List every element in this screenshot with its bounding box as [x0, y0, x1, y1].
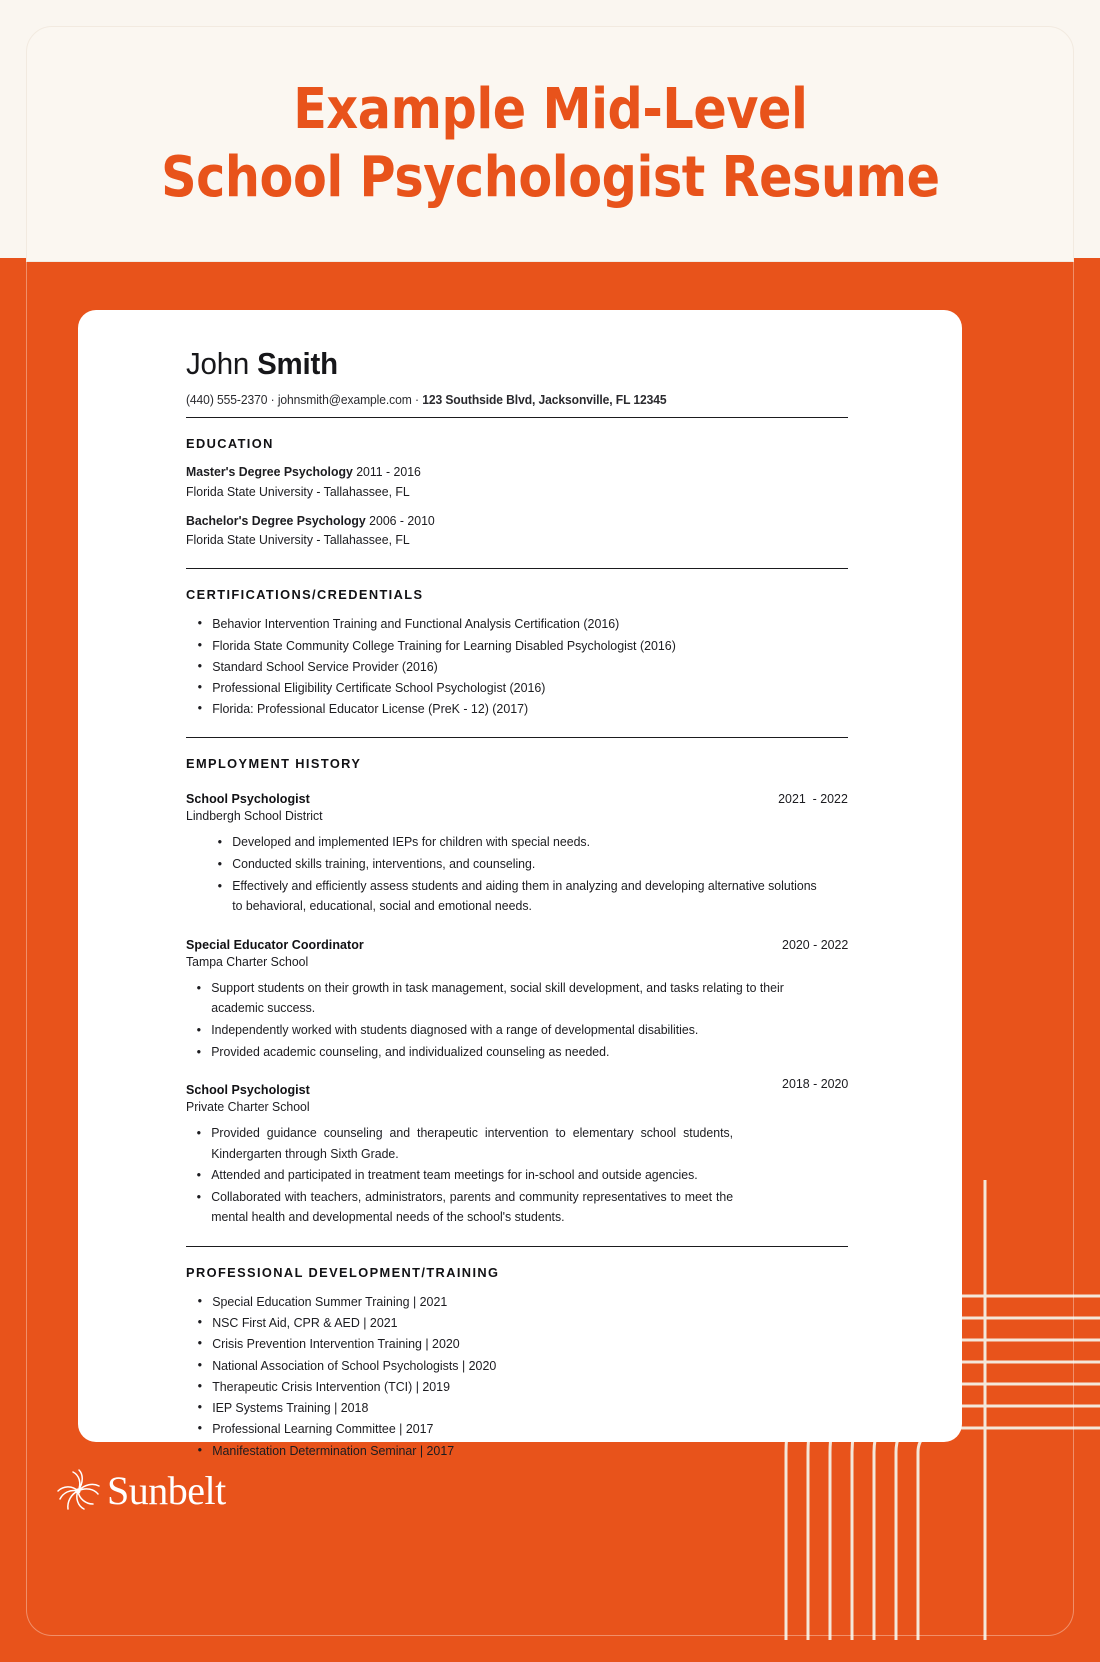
divider-after-employment	[186, 1246, 848, 1247]
contact-address: 123 Southside Blvd, Jacksonville, FL 12345	[422, 393, 667, 407]
job-bullet-list	[207, 832, 848, 916]
certifications-list	[186, 613, 926, 719]
section-heading-certifications: CERTIFICATIONS/CREDENTIALS	[186, 587, 424, 603]
job-header	[186, 1076, 848, 1098]
page-title-line-2: School Psychologist Resume	[160, 145, 940, 210]
job-header	[186, 791, 848, 806]
list-item: • Florida: Professional Educator License (PreK - 12) (2017)	[186, 698, 904, 719]
list-item: • Provided academic counseling, and individualized counseling as needed.	[186, 1042, 828, 1063]
list-item: • Provided guidance counseling and therapeutic intervention to elementary school students, Kindergarten through Sixth Grade.	[186, 1123, 828, 1164]
resume-sheet	[78, 310, 962, 1458]
job-header	[186, 937, 848, 952]
section-heading-education: EDUCATION	[186, 436, 274, 451]
list-item: • Effectively and efficiently assess students and aiding them in analyzing and developing alternative solutions to behavioral, educational, social and emotional needs.	[207, 876, 829, 917]
education-degree: Master's Degree Psychology	[186, 464, 353, 479]
list-item: • Behavior Intervention Training and Functional Analysis Certification (2016)	[186, 613, 904, 634]
contact-separator-1: ·	[267, 393, 278, 407]
professional-development-list	[186, 1291, 926, 1461]
job-title: School Psychologist	[186, 791, 310, 807]
list-item: • NSC First Aid, CPR & AED | 2021	[186, 1312, 904, 1333]
education-school: Florida State University - Tallahassee, FL	[186, 532, 410, 548]
education-years: 2011 - 2016	[352, 464, 421, 479]
divider-after-certifications	[186, 737, 848, 738]
job-entry	[186, 791, 926, 916]
list-item: • IEP Systems Training | 2018	[186, 1397, 904, 1418]
list-item: • Professional Eligibility Certificate School Psychologist (2016)	[186, 677, 904, 698]
job-date: 2021 - 2022	[778, 791, 848, 807]
job-organization: Private Charter School	[186, 1099, 310, 1115]
job-date: 2018 - 2020	[781, 1076, 848, 1092]
list-item: • Manifestation Determination Seminar | 2017	[186, 1440, 904, 1461]
contact-email: johnsmith@example.com	[277, 393, 412, 407]
section-heading-professional-development: PROFESSIONAL DEVELOPMENT/TRAINING	[186, 1265, 500, 1280]
section-heading-employment: EMPLOYMENT HISTORY	[186, 756, 362, 772]
job-organization: Tampa Charter School	[186, 953, 309, 969]
education-years: 2006 - 2010	[365, 512, 435, 528]
job-entry	[186, 937, 926, 1062]
job-title: Special Educator Coordinator	[186, 936, 364, 952]
candidate-name	[186, 346, 889, 382]
page-title	[161, 76, 939, 213]
job-bullet-list	[186, 1123, 848, 1228]
contact-line	[186, 393, 896, 407]
list-item: • Crisis Prevention Intervention Training | 2020	[186, 1333, 904, 1354]
list-item: • Professional Learning Committee | 2017	[186, 1418, 904, 1439]
job-date: 2020 - 2022	[781, 936, 848, 952]
education-degree-line	[186, 462, 896, 482]
job-bullet-list	[186, 978, 848, 1062]
title-banner	[26, 26, 1074, 262]
list-item: • Collaborated with teachers, administrators, parents and community representatives to meet the mental health and developmental needs of the school's students.	[186, 1187, 828, 1228]
brand-name: Sunbelt	[107, 1468, 226, 1513]
education-degree-line	[186, 511, 896, 531]
list-item: • Independently worked with students diagnosed with a range of developmental disabilities.	[186, 1020, 828, 1041]
candidate-last-name: Smith	[257, 346, 338, 381]
list-item: • Support students on their growth in task management, social skill development, and tasks relating to their academic success.	[186, 978, 828, 1019]
list-item: • Attended and participated in treatment team meetings for in-school and outside agencies.	[186, 1165, 828, 1186]
divider-after-education	[186, 568, 848, 569]
job-organization: Lindbergh School District	[186, 808, 323, 824]
sunbelt-logo	[55, 1468, 226, 1514]
job-title: School Psychologist	[186, 1082, 310, 1098]
sunburst-swirl-icon	[55, 1468, 101, 1514]
education-school: Florida State University - Tallahassee, FL	[186, 483, 410, 499]
education-degree: Bachelor's Degree Psychology	[186, 512, 366, 528]
list-item: • Therapeutic Crisis Intervention (TCI) | 2019	[186, 1376, 904, 1397]
education-entry	[186, 511, 926, 551]
education-entry	[186, 462, 926, 502]
page-title-line-1: Example Mid-Level	[292, 76, 808, 142]
list-item: • Standard School Service Provider (2016)	[186, 656, 904, 677]
job-entry	[186, 1076, 926, 1228]
list-item: • Special Education Summer Training | 2021	[186, 1291, 904, 1312]
contact-separator-2: ·	[411, 393, 423, 407]
list-item: • Developed and implemented IEPs for children with special needs.	[207, 832, 829, 853]
divider-after-contact	[186, 417, 848, 418]
list-item: • Conducted skills training, interventions, and counseling.	[207, 854, 829, 875]
candidate-first-name: John	[186, 346, 258, 381]
list-item: • Florida State Community College Training for Learning Disabled Psychologist (2016)	[186, 635, 904, 656]
list-item: • National Association of School Psychologists | 2020	[186, 1355, 904, 1376]
contact-phone: (440) 555-2370	[186, 393, 268, 407]
